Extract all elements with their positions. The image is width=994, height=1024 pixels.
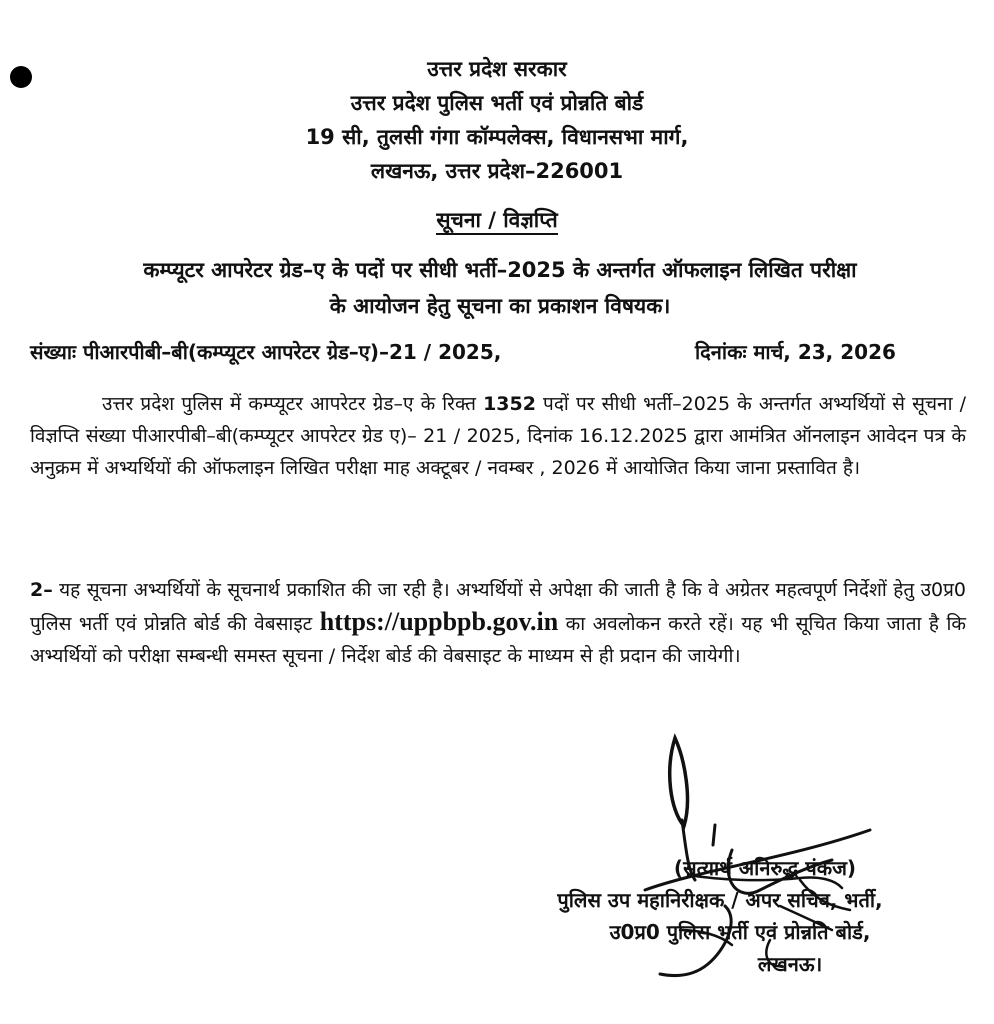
signatory-place: लखनऊ। — [757, 952, 823, 976]
signatory-designation: पुलिस उप महानिरीक्षक / अपर सचिव, भर्ती, — [557, 888, 883, 912]
letterhead-government: उत्तर प्रदेश सरकार — [427, 57, 567, 81]
signatory-name: (सत्यार्थ अनिरुद्ध पंकज) — [673, 856, 857, 880]
signatory-organisation: उ0प्र0 पुलिस भर्ती एवं प्रोन्नति बोर्ड, — [609, 920, 871, 944]
paragraph-1-text-end: पदों पर सीधी भर्ती–2025 के अन्तर्गत अभ्यर्थियों से सूचना / विज्ञप्ति संख्या पीआरपीबी–बी(कम्प्यूटर आपरेटर ग्रेड ए)– 21 / 2025, दिनांक 16.12.2025 द्वारा आमंत्रित ऑनलाइन आवेदन पत्र के अनुक्रम में अभ्यर्थियों की ऑफलाइन लिखित परीक्षा माह अक्टूबर / नवम्बर , 2026 में आयोजित किया जाना प्रस्तावित है। — [30, 393, 966, 479]
subject-line-1: कम्प्यूटर आपरेटर ग्रेड–ए के पदों पर सीधी भर्ती–2025 के अन्तर्गत ऑफलाइन लिखित परीक्षा — [143, 258, 857, 282]
paragraph-2-number: 2– — [30, 579, 53, 601]
subject-line-2: के आयोजन हेतु सूचना का प्रकाशन विषयक। — [329, 294, 671, 318]
reference-number: संख्याः पीआरपीबी–बी(कम्प्यूटर आपरेटर ग्रेड–ए)–21 / 2025, — [30, 340, 502, 364]
paragraph-1 — [30, 388, 966, 484]
paragraph-2-text-start: यह सूचना अभ्यर्थियों के सूचनार्थ प्रकाशित की जा रही है। अभ्यर्थियों से अपेक्षा की जाती है कि वे अग्रेतर महत्वपूर्ण निर्देशों हेतु उ0प्र0 पुलिस भर्ती एवं प्रोन्नति बोर्ड की वेबसाइट — [30, 579, 966, 635]
letterhead-city: लखनऊ, उत्तर प्रदेश–226001 — [370, 159, 624, 183]
reference-date: दिनांकः मार्च, 23, 2026 — [695, 340, 896, 364]
letterhead-board: उत्तर प्रदेश पुलिस भर्ती एवं प्रोन्नति बोर्ड — [350, 91, 644, 115]
letterhead-address: 19 सी, तुलसी गंगा कॉम्पलेक्स, विधानसभा मार्ग, — [305, 125, 689, 149]
notice-title — [0, 206, 994, 234]
vacancy-count: 1352 — [483, 393, 536, 415]
notice-title-text: सूचना / विज्ञप्ति — [436, 208, 557, 235]
handwritten-signature — [470, 730, 970, 1020]
board-website-link[interactable]: https://uppbpb.gov.in — [319, 607, 559, 636]
notice-subject — [30, 252, 970, 324]
signature-area — [470, 730, 970, 1020]
paragraph-2 — [30, 574, 966, 672]
reference-line — [30, 338, 950, 365]
paragraph-1-text-start: उत्तर प्रदेश पुलिस में कम्प्यूटर आपरेटर ग्रेड–ए के रिक्त — [102, 393, 484, 415]
paragraph-2-text-end: का अवलोकन करते रहें। यह भी सूचित किया जाता है कि अभ्यर्थियों को परीक्षा सम्बन्धी समस्त सूचना / निर्देश बोर्ड की वेबसाइट के माध्यम से ही प्रदान की जायेगी। — [30, 613, 966, 667]
letterhead — [0, 52, 994, 188]
